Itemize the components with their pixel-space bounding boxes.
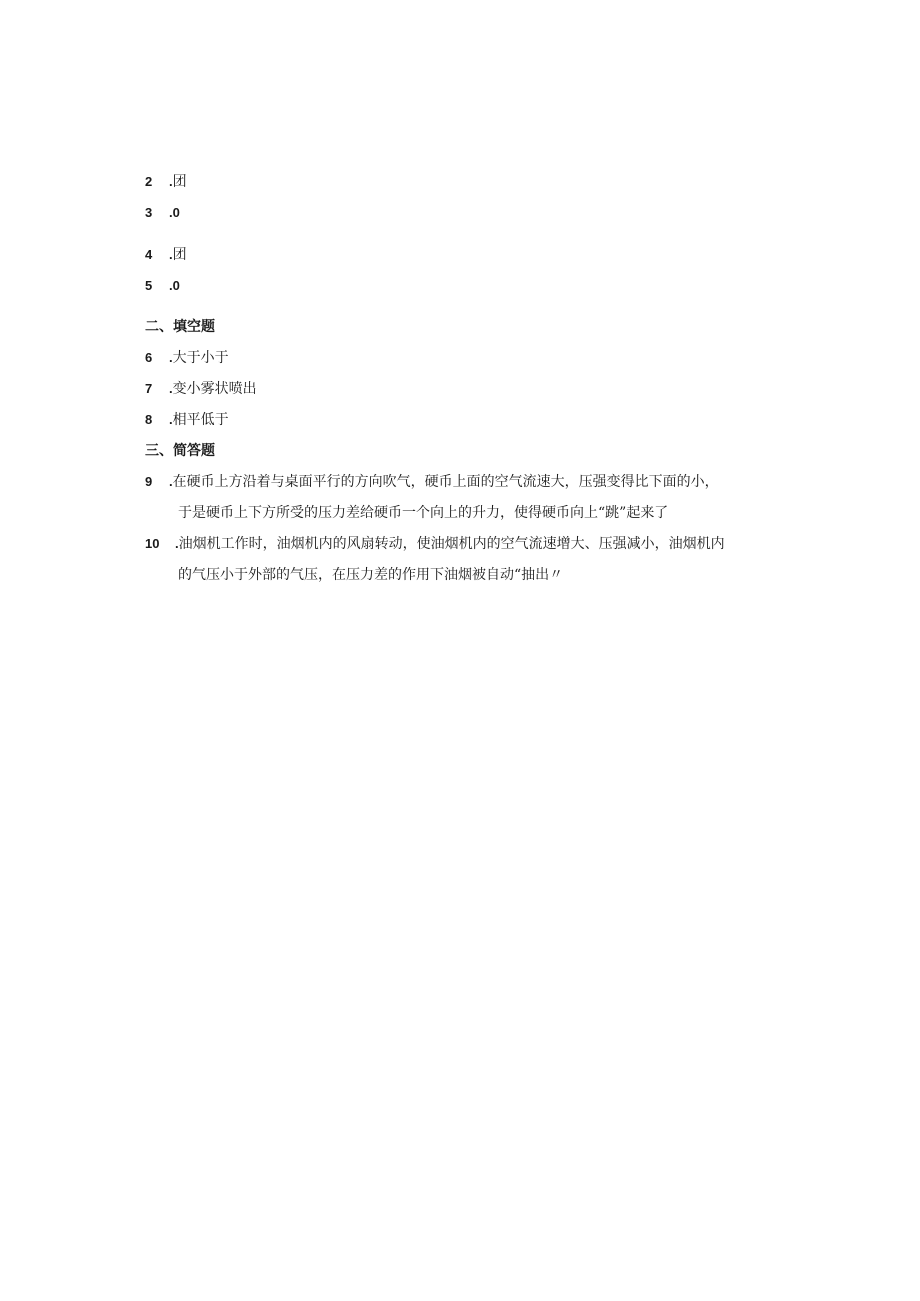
item-separator: .	[169, 474, 173, 489]
answer-item-10	[145, 534, 725, 554]
item-answer: 0	[172, 278, 180, 293]
item-answer: 大于小于	[172, 350, 229, 366]
item-separator: .	[169, 412, 173, 427]
item-separator: .	[169, 205, 173, 220]
item-answer: 变小雾状喷出	[172, 381, 257, 397]
answer-item-9-continuation: 于是硬币上下方所受的压力差给硬币一个向上的升力，使得硬币向上“跳”起来了	[178, 505, 669, 521]
item-number: 6	[145, 350, 153, 365]
item-number: 4	[145, 247, 153, 262]
item-separator: .	[169, 381, 173, 396]
item-separator: .	[169, 174, 173, 189]
answer-item-9	[145, 472, 719, 492]
answer-item-5	[145, 276, 180, 296]
item-number: 5	[145, 278, 153, 293]
item-number: 2	[145, 174, 153, 189]
item-number: 7	[145, 381, 153, 396]
item-number: 8	[145, 412, 153, 427]
answer-item-6	[145, 348, 229, 368]
item-answer: 团	[172, 174, 187, 190]
item-number: 3	[145, 205, 153, 220]
answer-item-4	[145, 245, 187, 265]
item-separator: .	[169, 278, 173, 293]
item-answer: 0	[172, 205, 180, 220]
section-heading-short-answer: 三、简答题	[145, 443, 215, 459]
answer-item-7	[145, 379, 257, 399]
item-answer: 团	[172, 247, 187, 263]
item-separator: .	[175, 536, 179, 551]
item-separator: .	[169, 247, 173, 262]
item-number: 9	[145, 474, 153, 489]
answer-item-2	[145, 172, 187, 192]
item-answer: 相平低于	[172, 412, 229, 428]
answer-item-10-continuation: 的气压小于外部的气压，在压力差的作用下油烟被自动“抽出〃	[178, 567, 564, 583]
item-number: 10	[145, 536, 160, 551]
answer-item-3	[145, 203, 180, 223]
item-separator: .	[169, 350, 173, 365]
item-answer-line-1: 油烟机工作时，油烟机内的风扇转动，使油烟机内的空气流速增大、压强减小，油烟机内	[178, 536, 725, 552]
answer-item-8	[145, 410, 229, 430]
item-answer-line-1: 在硬币上方沿着与桌面平行的方向吹气，硬币上面的空气流速大，压强变得比下面的小，	[172, 474, 719, 490]
section-heading-fill-in: 二、填空题	[145, 319, 215, 335]
